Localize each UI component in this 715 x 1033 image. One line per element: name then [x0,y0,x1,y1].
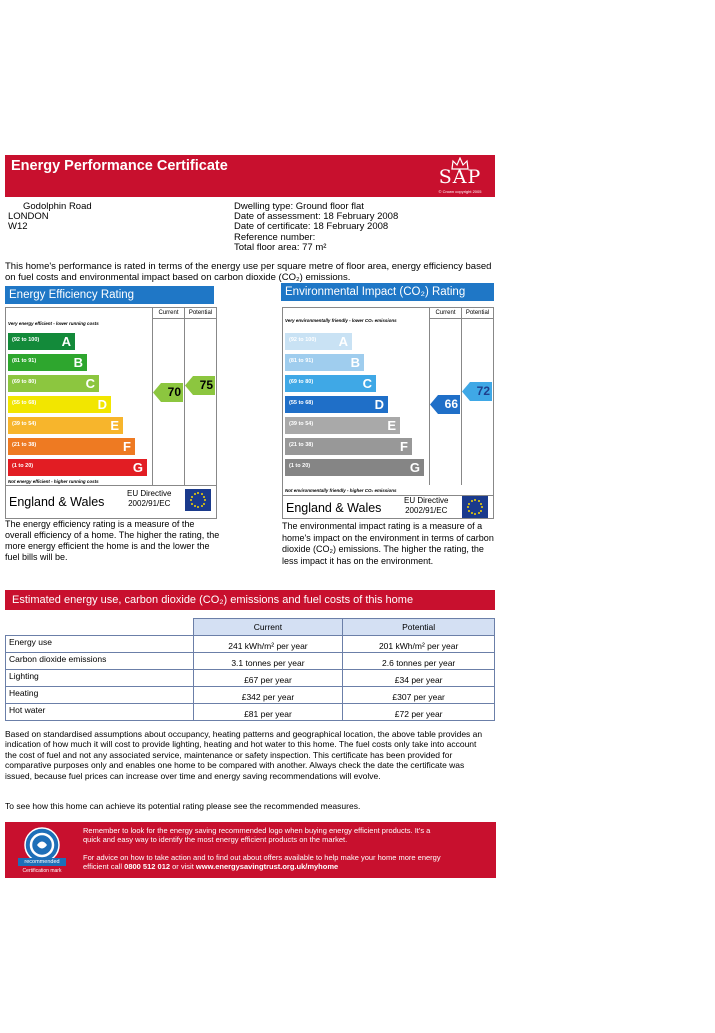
row-current-value: £81 per year [193,704,343,721]
row-label: Carbon dioxide emissions [6,653,194,670]
efficiency-potential-header: Potential [184,308,216,319]
band-range-label: (92 to 100) [289,337,317,343]
estimates-table [5,618,495,721]
environment-panel-title: Environmental Impact (CO₂) Rating [281,283,494,301]
environment-current-header: Current [429,308,461,319]
table-header-current: Current [193,619,343,636]
band-range-label: (1 to 20) [289,463,311,469]
band-range-label: (81 to 91) [289,358,314,364]
intro-text: This home's performance is rated in terms of the energy use per square metre of floor area, energy efficiency based on fuel costs and environmental impact based on carbon dioxide (CO₂) emissions. [5,261,492,283]
band-range-label: (69 to 80) [289,379,314,385]
environment-potential-arrow [462,382,494,401]
table-row [6,670,495,687]
rating-band-d [8,396,111,413]
environment-description: The environmental impact rating is a measure of a home's impact on the environment in terms of carbon dioxide (CO₂) emissions. The higher the rating, the less impact it has on the environment. [282,521,494,566]
efficiency-current-header: Current [152,308,184,319]
band-letter: E [110,418,119,433]
estimates-title-bar [5,590,495,610]
efficiency-bottom-note: Not energy efficient - higher running costs [8,479,99,484]
efficiency-top-note: Very energy efficient - lower running costs [8,321,99,326]
table-row [6,653,495,670]
certificate-header [5,155,495,197]
date-of-certificate: Date of certificate: 18 February 2008 [234,221,389,232]
row-potential-value: 2.6 tonnes per year [343,653,495,670]
band-letter: F [400,439,408,454]
rating-band-c [8,375,99,392]
efficiency-region: England & Wales [9,495,105,509]
rating-band-f [8,438,135,455]
footer-url-link[interactable]: www.energysavingtrust.org.uk/myhome [195,862,339,871]
band-range-label: (21 to 38) [289,442,314,448]
logo-caption: Certification mark [22,868,62,874]
efficiency-current-arrow [153,383,185,402]
date-of-assessment: Date of assessment: 18 February 2008 [234,211,399,222]
energy-saving-recommended-logo [13,826,71,876]
estimates-title: Estimated energy use, carbon dioxide (CO₂) emissions and fuel costs of this home [12,594,414,606]
rating-band-g [8,459,147,476]
band-letter: G [409,460,420,475]
table-header-blank [6,619,194,636]
footer-text-logo: Remember to look for the energy saving recommended logo when buying energy efficient products. It's a quick and easy way to identify the most energy efficient products on the market. [83,826,431,844]
eu-flag-icon [462,496,488,518]
dwelling-type: Dwelling type: Ground floor flat [234,201,364,212]
rating-band-a [285,333,352,350]
row-potential-value: £34 per year [343,670,495,687]
band-range-label: (21 to 38) [12,442,37,448]
table-header-potential: Potential [343,619,495,636]
band-letter: D [97,397,107,412]
band-letter: F [123,439,131,454]
rating-band-c [285,375,376,392]
efficiency-potential-arrow [185,376,217,395]
band-range-label: (1 to 20) [12,463,34,469]
sap-logo-text: SAP [438,166,482,188]
rating-band-a [8,333,75,350]
efficiency-rating-panel [5,307,217,519]
rating-band-d [285,396,388,413]
band-letter: G [132,460,143,475]
sap-logo [431,157,489,195]
efficiency-potential-value: 75 [199,378,213,392]
row-current-value: £67 per year [193,670,343,687]
table-header-row [6,619,495,636]
band-range-label: (55 to 68) [289,400,314,406]
row-current-value: £342 per year [193,687,343,704]
eu-flag-icon [185,489,211,511]
row-current-value: 241 kWh/m² per year [193,636,343,653]
energy-saving-footer [5,822,496,878]
band-letter: E [387,418,396,433]
table-row [6,636,495,653]
row-potential-value: £307 per year [343,687,495,704]
environment-potential-value: 72 [476,384,490,398]
environment-region: England & Wales [286,501,382,515]
rating-band-b [8,354,87,371]
band-letter: B [73,355,83,370]
rating-band-b [285,354,364,371]
table-row [6,704,495,721]
environment-rating-panel [282,307,494,519]
logo-recommended-text: recommended [24,859,60,865]
rating-band-e [285,417,400,434]
row-potential-value: £72 per year [343,704,495,721]
reference-number: Reference number: [234,232,316,243]
sap-copyright: © Crown copyright 2005 [438,189,482,194]
band-letter: B [350,355,360,370]
address-line-2: LONDON [8,211,49,222]
band-letter: A [338,334,348,349]
band-letter: A [61,334,71,349]
band-range-label: (81 to 91) [12,358,37,364]
total-floor-area: Total floor area: 77 m² [234,242,327,253]
band-letter: C [362,376,372,391]
band-range-label: (39 to 54) [12,421,37,427]
row-potential-value: 201 kWh/m² per year [343,636,495,653]
address-line-1: Godolphin Road [23,201,92,212]
rating-band-f [285,438,412,455]
efficiency-panel-title: Energy Efficiency Rating [5,286,214,304]
environment-potential-header: Potential [461,308,493,319]
environment-bottom-note: Not environmentally friendly - higher CO₂ emissions [285,488,397,493]
row-current-value: 3.1 tonnes per year [193,653,343,670]
environment-top-note: Very environmentally friendly - lower CO₂ emissions [285,318,397,323]
rating-band-g [285,459,424,476]
table-row [6,687,495,704]
band-range-label: (92 to 100) [12,337,40,343]
row-label: Energy use [6,636,194,653]
efficiency-description: The energy efficiency rating is a measure of the overall efficiency of a home. The higher the rating, the more energy efficient the home is and the lower the fuel bills will be. [5,519,220,562]
rating-band-e [8,417,123,434]
row-label: Hot water [6,704,194,721]
efficiency-directive: EU Directive 2002/91/EC [127,489,172,508]
certificate-title: Energy Performance Certificate [11,158,228,174]
band-letter: D [374,397,384,412]
recommended-measures-note: To see how this home can achieve its potential rating please see the recommended measures. [5,801,361,811]
band-letter: C [85,376,95,391]
estimates-note: Based on standardised assumptions about occupancy, heating patterns and geographical location, the above table provides an indication of how much it will cost to provide lighting, heating and hot water to this home. The fuel costs only take into account the cost of fuel and not any associated service, maintenance or safety inspection. This certificate has been provided for comparative purposes only and enables one home to be compared with another. Always check the date the certificate was issued, because fuel prices can increase over time and energy saving recommendations will evolve. [5,729,483,781]
footer-phone: 0800 512 012 [124,862,171,871]
address-line-3: W12 [8,221,28,232]
row-label: Heating [6,687,194,704]
environment-directive: EU Directive 2002/91/EC [404,496,449,515]
efficiency-current-value: 70 [167,385,181,399]
environment-current-arrow [430,395,462,414]
band-range-label: (69 to 80) [12,379,37,385]
band-range-label: (55 to 68) [12,400,37,406]
band-range-label: (39 to 54) [289,421,314,427]
row-label: Lighting [6,670,194,687]
environment-current-value: 66 [444,397,458,411]
footer-text-advice: For advice on how to take action and to find out about offers available to help make your home more energy efficient call 0800 512 012 or visit www.energysavingtrust.org.uk/myhome [83,853,441,871]
